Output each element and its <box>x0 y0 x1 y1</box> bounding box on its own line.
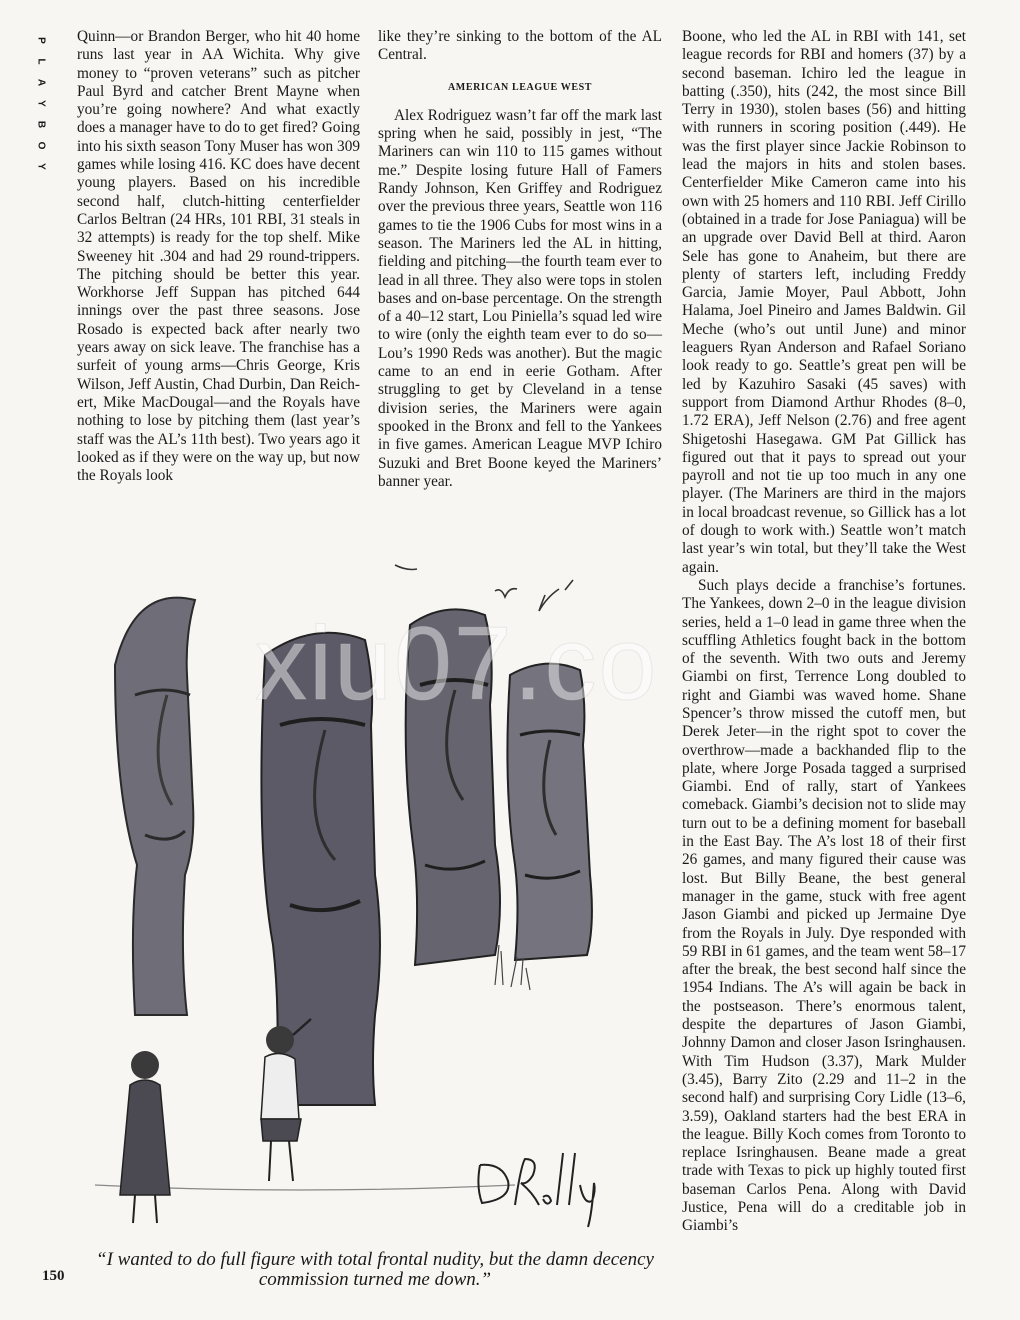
paragraph: Alex Rodriguez wasn’t far off the mark last spring when he said, possibly in jest, “The Mariners can win 110 to 115 games without me.” Despite losing future Hall of Famers Randy Johnson, Ken Griffey and Rodriguez over the previous three years, Seattle won 116 games to tie the 1906 Cubs for most wins in a season. The Mariners led the AL in hitting, fielding and pitching—the fourth team ever to lead in all three. They also were tops in stolen bases and on-base percentage. On the strength of a 40–12 start, Lou Piniella’s squad led wire to wire (only the eighth team ever to do so—Lou’s 1990 Reds was another). But the magic came to an end in eerie Gotham. After struggling to get by Cleveland in a tense division series, the Mariners were again spooked in the Bronx and fell to the Yankees in five games. American League MVP Ichiro Suzuki and Bret Boone keyed the Mariners’ banner year. <box>378 106 662 490</box>
easter-island-statue-icon <box>507 664 592 960</box>
easter-island-statue-icon <box>115 598 195 1015</box>
woman-figure-icon <box>120 1051 170 1223</box>
section-heading: AMERICAN LEAGUE WEST <box>447 81 593 93</box>
page-number: 150 <box>42 1268 65 1284</box>
magazine-name-letter: O <box>35 141 47 150</box>
magazine-name-letter: A <box>35 78 47 87</box>
text-column-3 <box>682 28 966 1236</box>
column-lead-text: like they’re sinking to the bottom of the AL Central. <box>378 28 662 64</box>
cartoon-illustration <box>75 545 675 1235</box>
paragraph: Boone, who led the AL in RBI with 141, set league records for RBI and homers (37) by a second baseman. Ichiro led the league in batting (.350), hits (242, the most since Bill Terry in 1930), stolen bases (56) and hitting with runners in scoring position (.449). He was the first player since Jackie Robinson to lead the majors in hits and stolen bases. Centerfielder Mike Cameron came into his own with 25 homers and 110 RBI. Jeff Cirillo (obtained in a trade for Jose Paniagua) will be an upgrade over David Bell at third. Aaron Sele has gone to Anaheim, but there are plenty of starters left, including Freddy Garcia, Jamie Moyer, Paul Abbott, John Halama, Joel Pineiro and James Baldwin. Gil Meche (who’s out until June) and minor leaguers Ryan Anderson and Rafael Soriano look ready to go. Seattle’s great pen will be led by Kazuhiro Sasaki (45 saves) with support from Diamond Arthur Rhodes (8–0, 1.72 ERA), Jeff Nelson (2.76) and free agent Shigetoshi Hasegawa. GM Pat Gillick has figured out that it pays to spread out your payroll and not tie up too much in any one player. (The Mariners are third in the majors in local broadcast revenue, so Gillick has a lot of dough to work with.) Seattle won’t match last year’s win total, but they’ll take the West again. <box>682 28 966 576</box>
magazine-name-letter: L <box>35 58 47 65</box>
paragraph: Such plays decide a franchise’s fortunes. The Yankees, down 2–0 in the league division series, held a 1–0 lead in game three when the scuffling Athletics fought back in the bottom of the seventh. With two outs and Jeremy Giambi on first, Terrence Long doubled to right and Giambi was waved home. Shane Spencer’s throw missed the cutoff men, but Derek Jeter—in the right spot to cover the overthrow—made a backhanded flip to the plate, where Jorge Posada tagged a surprised Giambi. End of rally, start of Yankees comeback. Giambi’s decision not to slide may turn out to be a defining moment for baseball in the East Bay. The A’s lost 18 of their first 26 games, and many figured their cause was lost. But Billy Beane, the best general manager in the game, stuck with free agent Jason Giambi and picked up Jermaine Dye from the Royals in July. Dye responded with 59 RBI in 61 games, and the team went 58–17 after the break, the best second half since the 1954 Indians. The A’s will again be back in the postseason. There’s enormous talent, despite the departures of Jason Giambi, Johnny Damon and closer Jason Isringhausen. With Tim Hudson (3.37), Mark Mulder (3.45), Barry Zito (2.29 and 11–2 in the second half) and surprising Cory Lidle (13–6, 3.59), Oakland starters had the best ERA in the league. Billy Koch comes from Toronto to replace Isringhausen. Beane made a great trade with Texas to pick up highly touted first baseman Carlos Pena. Along with David Justice, Pena will do a creditable job in Giambi’s <box>682 576 966 1235</box>
text-column-2 <box>378 28 662 491</box>
artist-signature <box>478 1153 594 1227</box>
cartoon-caption: “I wanted to do full figure with total frontal nudity, but the damn decency commission turned me down.” <box>96 1249 654 1290</box>
watermark: xiu07.co <box>255 606 659 722</box>
magazine-name-letter: P <box>35 37 47 44</box>
text-column-1 <box>77 28 360 485</box>
magazine-name-letter: Y <box>35 163 47 170</box>
magazine-name-letter: B <box>35 120 47 129</box>
easter-island-statue-icon <box>406 609 500 965</box>
magazine-name-vertical <box>27 30 45 177</box>
paragraph: Quinn—or Brandon Berger, who hit 40 home runs last year in AA Wichita. Why give money to “proven veterans” such as pitcher Paul Byrd and catcher Brent Mayne when you’re going nowhere? And what exactly does a manager have to do to get fired? Going into his sixth season Tony Muser has won 309 games while losing 416. KC does have decent young players. Based on his incredible second half, clutch-hitting centerfielder Carlos Beltran (24 HRs, 101 RBI, 31 steals in 32 attempts) is ready for the top shelf. Mike Sweeney hit .304 and had 29 round-trippers. The pitching should be better this year. Workhorse Jeff Suppan has pitched 644 innings over the past three seasons. Jose Rosado is expected back after nearly two years away on sick leave. The franchise has a surfeit of young arms—Chris George, Kris Wilson, Jeff Austin, Chad Durbin, Dan Reichert, Mike MacDougal—and the Royals have nothing to lose by pitching them (last year’s staff was the AL’s 11th best). Two years ago it looked as if they were on the way up, but now the Royals look <box>77 28 360 485</box>
magazine-name-letter: Y <box>35 100 47 107</box>
birds-icon <box>395 565 573 611</box>
